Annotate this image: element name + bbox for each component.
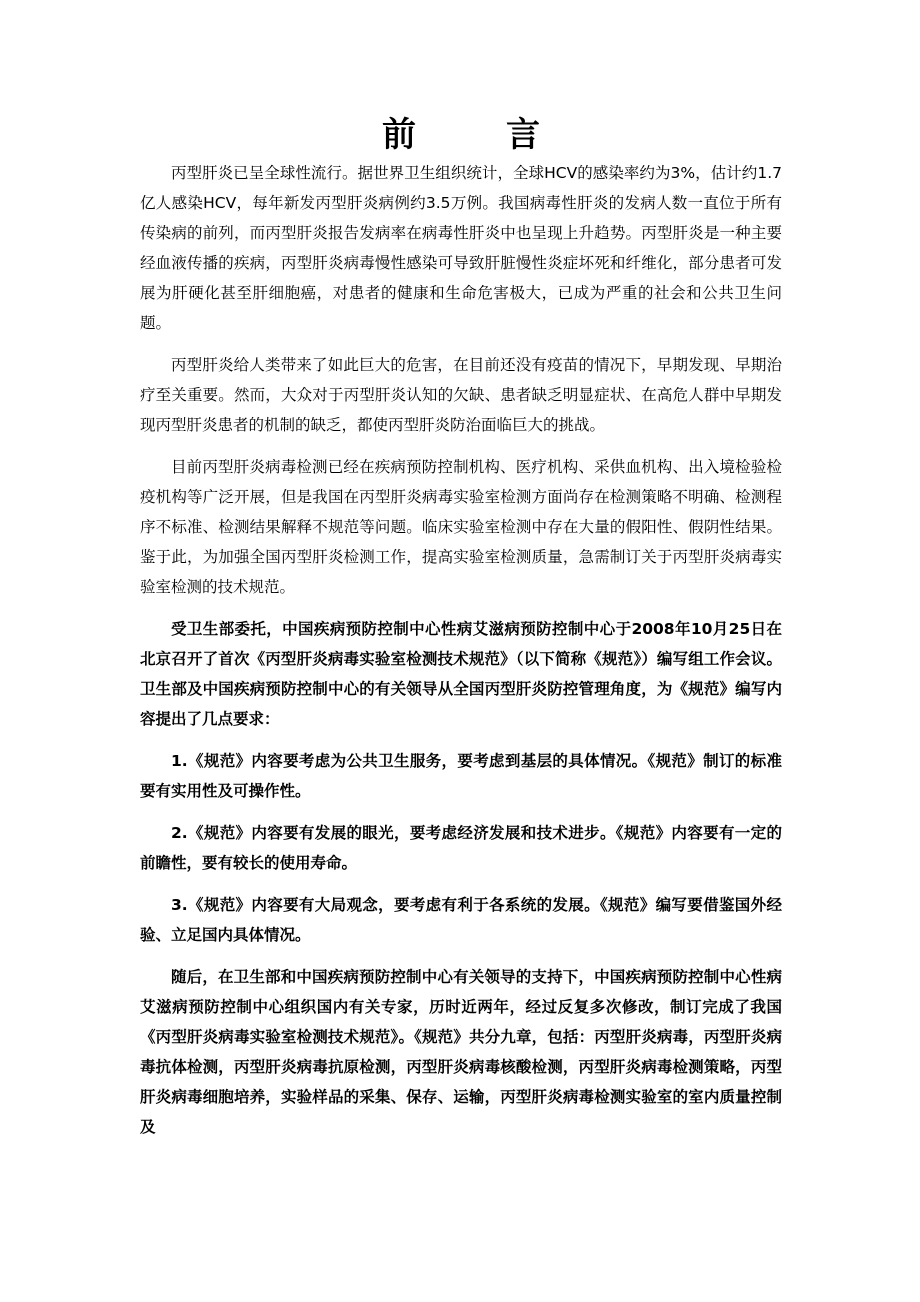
- paragraph-4: 受卫生部委托，中国疾病预防控制中心性病艾滋病预防控制中心于2008年10月25日在北京召开了首次《丙型肝炎病毒实验室检测技术规范》（以下简称《规范》）编写组工作会议。卫生部及中国疾病预防控制中心的有关领导从全国丙型肝炎防控管理角度，为《规范》编写内容提出了几点要求：: [140, 620, 782, 728]
- paragraph-3: 目前丙型肝炎病毒检测已经在疾病预防控制机构、医疗机构、采供血机构、出入境检验检疫机构等广泛开展，但是我国在丙型肝炎病毒实验室检测方面尚存在检测策略不明确、检测程序不标准、检测结果解释不规范等问题。临床实验室检测中存在大量的假阳性、假阴性结果。鉴于此，为加强全国丙型肝炎检测工作，提高实验室检测质量，急需制订关于丙型肝炎病毒实验室检测的技术规范。: [140, 458, 782, 596]
- document-page: [140, 112, 782, 1154]
- paragraph-8: 随后，在卫生部和中国疾病预防控制中心有关领导的支持下，中国疾病预防控制中心性病艾滋病预防控制中心组织国内有关专家，历时近两年，经过反复多次修改，制订完成了我国《丙型肝炎病毒实验室检测技术规范》。《规范》共分九章，包括：丙型肝炎病毒，丙型肝炎病毒抗体检测，丙型肝炎病毒抗原检测，丙型肝炎病毒核酸检测，丙型肝炎病毒检测策略，丙型肝炎病毒细胞培养，实验样品的采集、保存、运输，丙型肝炎病毒检测实验室的室内质量控制及: [140, 968, 782, 1136]
- paragraph-1: 丙型肝炎已呈全球性流行。据世界卫生组织统计，全球HCV的感染率约为3%，估计约1.7亿人感染HCV，每年新发丙型肝炎病例约3.5万例。我国病毒性肝炎的发病人数一直位于所有传染病的前列，而丙型肝炎报告发病率在病毒性肝炎中也呈现上升趋势。丙型肝炎是一种主要经血液传播的疾病，丙型肝炎病毒慢性感染可导致肝脏慢性炎症坏死和纤维化，部分患者可发展为肝硬化甚至肝细胞癌，对患者的健康和生命危害极大，已成为严重的社会和公共卫生问题。: [140, 164, 782, 332]
- requirement-3: 3.《规范》内容要有大局观念，要考虑有利于各系统的发展。《规范》编写要借鉴国外经验、立足国内具体情况。: [140, 896, 782, 944]
- page-title: 前 言: [382, 115, 568, 155]
- requirement-2: 2.《规范》内容要有发展的眼光，要考虑经济发展和技术进步。《规范》内容要有一定的前瞻性，要有较长的使用寿命。: [140, 824, 782, 872]
- paragraph-2: 丙型肝炎给人类带来了如此巨大的危害，在目前还没有疫苗的情况下，早期发现、早期治疗至关重要。然而，大众对于丙型肝炎认知的欠缺、患者缺乏明显症状、在高危人群中早期发现丙型肝炎患者的机制的缺乏，都使丙型肝炎防治面临巨大的挑战。: [140, 356, 782, 434]
- requirement-1: 1.《规范》内容要考虑为公共卫生服务，要考虑到基层的具体情况。《规范》制订的标准要有实用性及可操作性。: [140, 752, 782, 800]
